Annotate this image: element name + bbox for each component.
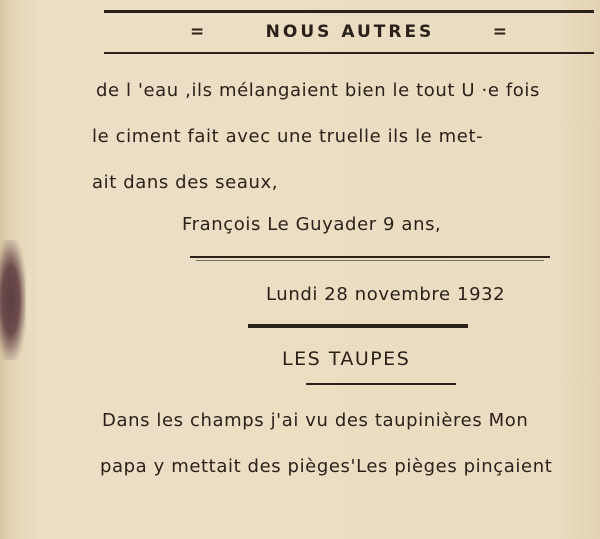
- entry-line-2: papa y mettait des pièges'Les pièges pinçaient: [100, 456, 553, 477]
- header-dash-left: =: [190, 22, 208, 42]
- entry-line-1: Dans les champs j'ai vu des taupinières Mon: [102, 410, 529, 431]
- story1-line-1: de l 'eau ,ils mélangaient bien le tout U ·e fois: [96, 80, 540, 101]
- story1-line-2: le ciment fait avec une truelle ils le met-: [92, 126, 484, 147]
- page-header: [190, 22, 510, 42]
- section-divider-1b: [196, 260, 544, 261]
- story1-line-3: ait dans des seaux,: [92, 172, 279, 193]
- header-dash-right: =: [492, 22, 510, 42]
- header-underline: [104, 52, 594, 54]
- date-underline: [248, 324, 468, 328]
- top-rule: [104, 10, 594, 13]
- header-title: NOUS AUTRES: [265, 22, 435, 42]
- story1-signature: François Le Guyader 9 ans,: [182, 214, 442, 235]
- entry-title: LES TAUPES: [282, 348, 411, 370]
- section-divider-1: [190, 256, 550, 258]
- title-underline: [306, 383, 456, 385]
- entry-date: Lundi 28 novembre 1932: [266, 284, 506, 305]
- margin-ink-stain: [0, 240, 26, 360]
